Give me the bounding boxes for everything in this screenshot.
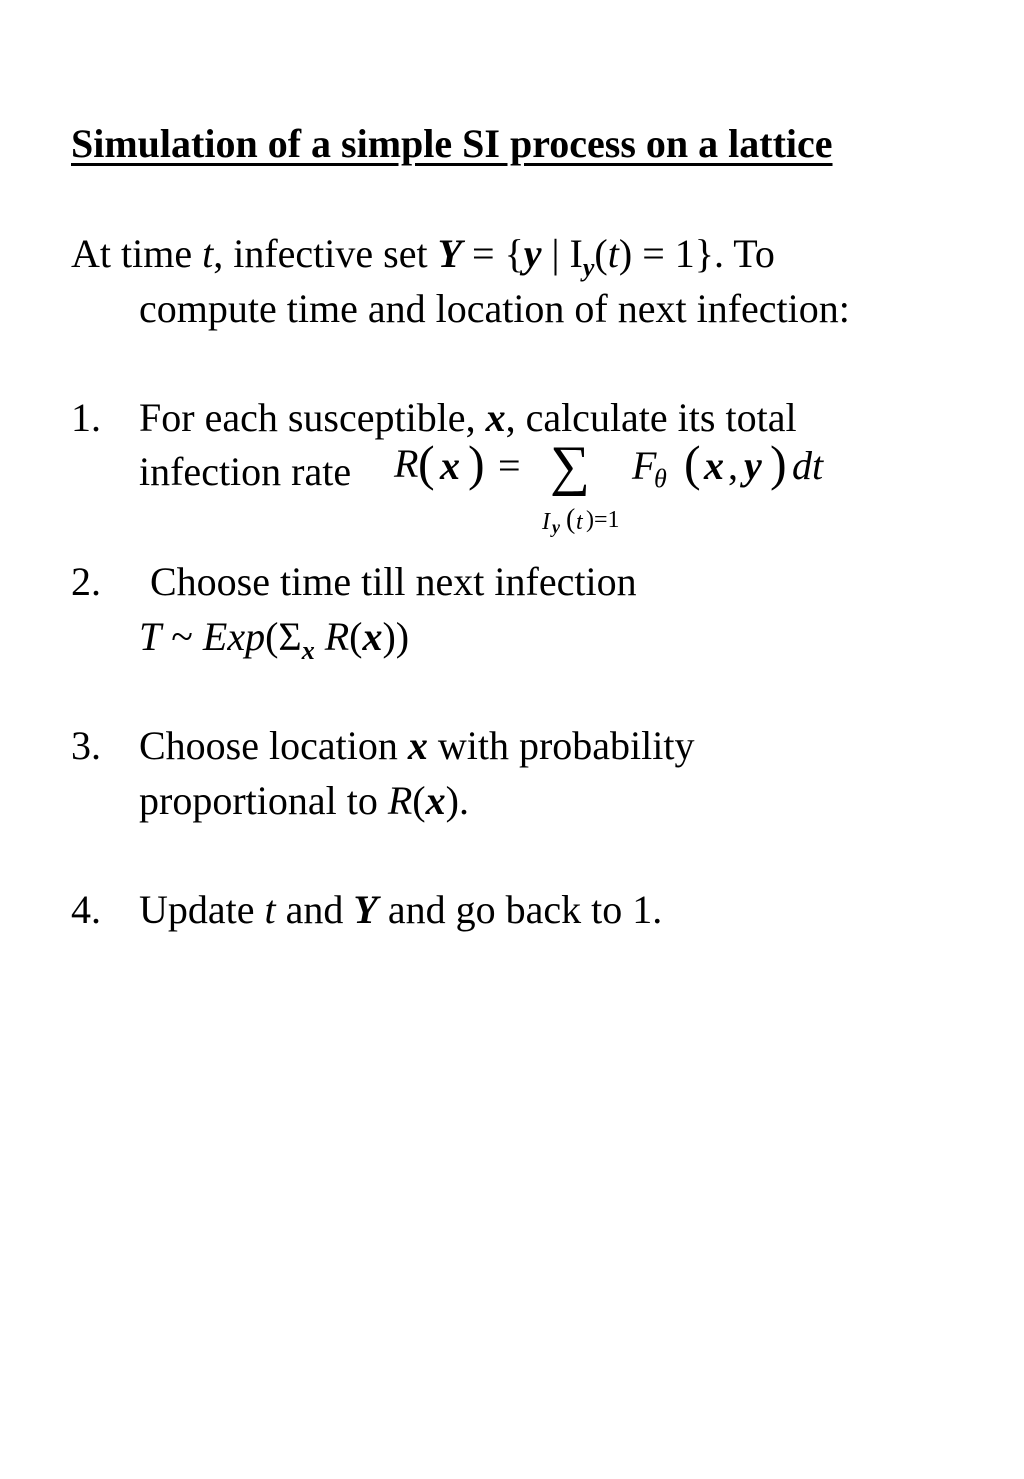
- infection-rate-formula: R ( x ) = ∑ F θ ( x , y ) dt I y ( t )=1: [394, 435, 824, 537]
- intro-line-2: compute time and location of next infection:: [139, 286, 850, 331]
- step-3-line-2: proportional to R(x).: [139, 778, 469, 823]
- step-2-number: 2.: [71, 559, 101, 604]
- step-4-line-1: Update t and Y and go back to 1.: [139, 887, 663, 932]
- step-2-line-2: T ~ $Exp(\Sigma_x$ R(x)): [139, 614, 410, 665]
- step-1-line-1: For each susceptible, x, calculate its total: [139, 395, 797, 440]
- step-3-line-1: Choose location x with probability: [139, 723, 695, 768]
- step-3-number: 3.: [71, 723, 101, 768]
- step-4-number: 4.: [71, 887, 101, 932]
- step-1-number: 1.: [71, 395, 101, 440]
- page-title: Simulation of a simple SI process on a lattice: [71, 121, 833, 166]
- step-1-line-2: infection rate: [139, 449, 352, 494]
- intro-line-1: At time t, infective set Y = {y | $I_y(t) = 1$}. To: [71, 231, 775, 282]
- step-2-line-1: Choose time till next infection: [150, 559, 637, 604]
